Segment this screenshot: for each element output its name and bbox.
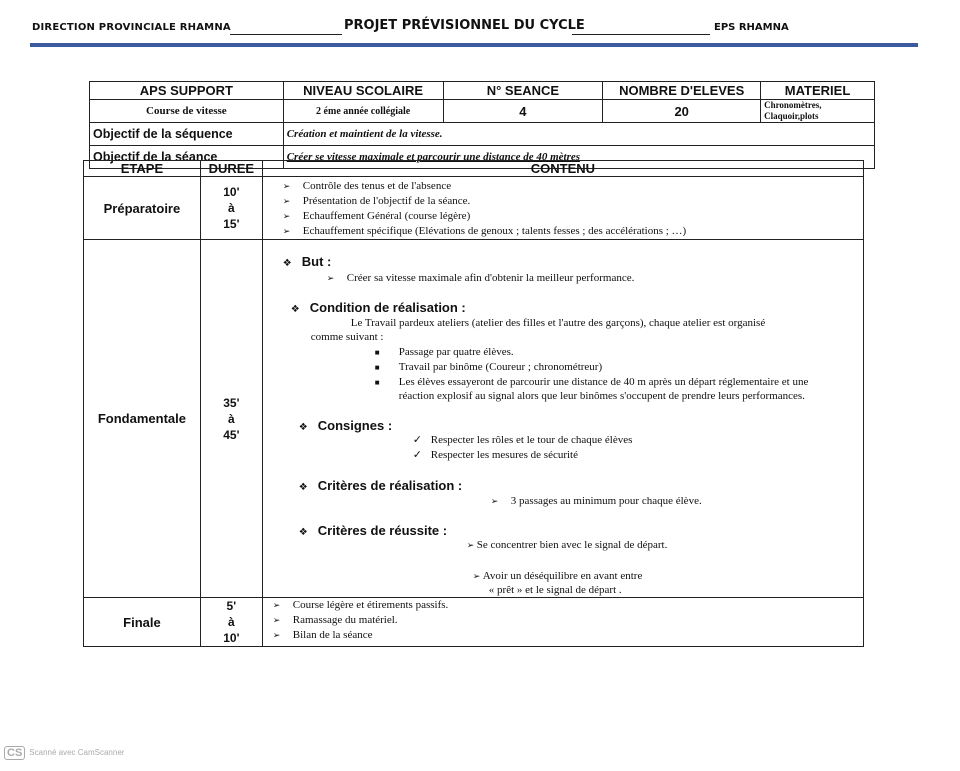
list-item: ✓ Respecter les rôles et le tour de chaque élèves xyxy=(412,434,633,446)
contenu-finale xyxy=(262,598,863,647)
square-bullet-icon: ■ xyxy=(374,378,380,387)
info-table xyxy=(89,81,875,169)
contenu-fondamentale xyxy=(262,240,863,598)
obj-sequence-value: Création et maintient de la vitesse. xyxy=(283,123,874,146)
criteres-realisation-item: ➢ 3 passages au minimum pour chaque élève. xyxy=(490,495,702,507)
arrow-bullet-icon: ➢ xyxy=(466,541,475,551)
check-icon: ✓ xyxy=(412,434,422,446)
header-underline-right xyxy=(572,34,710,35)
list-item: ■ Les élèves essayeront de parcourir une distance de 40 m après un départ réglementaire et une xyxy=(374,376,809,388)
arrow-bullet-icon: ➢ xyxy=(272,631,281,641)
list-item: ➢ Echauffement Général (course légère) xyxy=(282,210,471,222)
criteres-reussite-item: ➢ Se concentrer bien avec le signal de départ. xyxy=(466,539,668,551)
contenu-preparatoire xyxy=(262,177,863,240)
materiel-value xyxy=(761,100,875,123)
list-item: ✓ Respecter les mesures de sécurité xyxy=(412,449,578,461)
camscanner-text: Scanné avec CamScanner xyxy=(29,748,125,758)
duree-fondamentale xyxy=(200,240,262,598)
info-header-row xyxy=(90,82,875,100)
consignes-title: ❖ Consignes : xyxy=(298,418,393,433)
criteres-reussite-title: ❖ Critères de réussite : xyxy=(298,523,448,538)
col-eleves: NOMBRE D'ELEVES xyxy=(603,82,761,100)
duree-preparatoire xyxy=(200,177,262,240)
header-rule xyxy=(30,43,918,47)
header-underline-left xyxy=(230,34,342,35)
diamond-bullet-icon: ❖ xyxy=(290,304,300,315)
diamond-bullet-icon: ❖ xyxy=(298,527,308,538)
square-bullet-icon: ■ xyxy=(374,348,380,357)
list-item: ➢ Echauffement spécifique (Elévations de genoux ; talents fesses ; des accélérations ; …) xyxy=(282,225,687,237)
list-item: ➢ Course légère et étirements passifs. xyxy=(272,599,449,611)
arrow-bullet-icon: ➢ xyxy=(490,497,499,507)
arrow-bullet-icon: ➢ xyxy=(282,197,291,207)
but-title: ❖ But : xyxy=(282,254,332,269)
arrow-bullet-icon: ➢ xyxy=(326,274,335,284)
duree-max: 10' xyxy=(223,631,240,645)
camscanner-logo: CS xyxy=(4,746,25,760)
col-niveau: NIVEAU SCOLAIRE xyxy=(283,82,443,100)
list-item-continued: réaction explosif au signal alors que leur binômes s'occupent de prendre leurs performances. xyxy=(398,390,805,402)
header-right: EPS RHAMNA xyxy=(714,22,789,33)
eleves-value: 20 xyxy=(603,100,761,123)
row-preparatoire xyxy=(84,177,864,240)
etape-finale: Finale xyxy=(84,598,201,647)
col-duree: DUREE xyxy=(200,161,262,177)
arrow-bullet-icon: ➢ xyxy=(282,212,291,222)
page-header xyxy=(32,18,912,38)
obj-sequence-row xyxy=(90,123,875,146)
duree-max: 15' xyxy=(223,217,240,231)
diamond-bullet-icon: ❖ xyxy=(298,422,308,433)
header-left: DIRECTION PROVINCIALE RHAMNA xyxy=(32,22,231,33)
col-materiel: MATERIEL xyxy=(761,82,875,100)
etape-fondamentale: Fondamentale xyxy=(84,240,201,598)
info-values-row xyxy=(90,100,875,123)
duree-max: 45' xyxy=(223,427,240,442)
list-item: ■ Travail par binôme (Coureur ; chronométreur) xyxy=(374,361,603,373)
duree-finale xyxy=(200,598,262,647)
duree-min: 10' xyxy=(223,185,240,199)
arrow-bullet-icon: ➢ xyxy=(282,182,291,192)
duree-min: 35' xyxy=(223,395,240,410)
col-etape: ETAPE xyxy=(84,161,201,177)
obj-seance-label: Objectif de la séance xyxy=(90,146,284,169)
materiel-line-2: Claquoir,plots xyxy=(764,111,819,121)
niveau-value: 2 éme année collégiale xyxy=(283,100,443,123)
check-icon: ✓ xyxy=(412,449,422,461)
etape-preparatoire: Préparatoire xyxy=(84,177,201,240)
criteres-realisation-title: ❖ Critères de réalisation : xyxy=(298,478,463,493)
list-item: ➢ Contrôle des tenus et de l'absence xyxy=(282,180,452,192)
diamond-bullet-icon: ❖ xyxy=(298,482,308,493)
row-fondamentale xyxy=(84,240,864,598)
obj-sequence-label: Objectif de la séquence xyxy=(90,123,284,146)
arrow-bullet-icon: ➢ xyxy=(272,616,281,626)
list-item: ➢ Présentation de l'objectif de la séance. xyxy=(282,195,471,207)
condition-text-1: Le Travail pardeux ateliers (atelier des filles et l'autre des garçons), chaque atelier est organisé xyxy=(350,317,766,329)
diamond-bullet-icon: ❖ xyxy=(282,258,292,269)
col-seance: N° SEANCE xyxy=(443,82,603,100)
row-finale xyxy=(84,598,864,647)
arrow-bullet-icon: ➢ xyxy=(282,227,291,237)
condition-title: ❖ Condition de réalisation : xyxy=(290,300,466,315)
duree-sep: à xyxy=(227,411,235,426)
arrow-bullet-icon: ➢ xyxy=(472,572,481,582)
seance-value: 4 xyxy=(443,100,603,123)
list-item: ➢ Bilan de la séance xyxy=(272,629,373,641)
but-item: ➢ Créer sa vitesse maximale afin d'obtenir la meilleur performance. xyxy=(326,272,635,284)
square-bullet-icon: ■ xyxy=(374,363,380,372)
header-title: PROJET PRÉVISIONNEL DU CYCLE xyxy=(344,18,585,33)
materiel-line-1: Chronomètres, xyxy=(764,100,822,110)
duree-sep: à xyxy=(227,615,235,629)
duree-min: 5' xyxy=(226,599,237,613)
list-item: ■ Passage par quatre élèves. xyxy=(374,346,514,358)
aps-value: Course de vitesse xyxy=(90,100,284,123)
duree-sep: à xyxy=(227,201,235,215)
criteres-reussite-item: ➢ Avoir un déséquilibre en avant entre xyxy=(472,570,643,582)
camscanner-watermark xyxy=(4,746,124,760)
col-aps-support: APS SUPPORT xyxy=(90,82,284,100)
arrow-bullet-icon: ➢ xyxy=(272,601,281,611)
col-contenu: CONTENU xyxy=(262,161,863,177)
plan-header-row xyxy=(84,161,864,177)
criteres-reussite-item-continued: « prêt » et le signal de départ . xyxy=(488,584,622,596)
list-item: ➢ Ramassage du matériel. xyxy=(272,614,398,626)
condition-text-2: comme suivant : xyxy=(310,331,384,343)
obj-seance-value: Créer se vitesse maximale et parcourir une distance de 40 mètres xyxy=(283,146,874,169)
plan-table xyxy=(83,160,864,647)
